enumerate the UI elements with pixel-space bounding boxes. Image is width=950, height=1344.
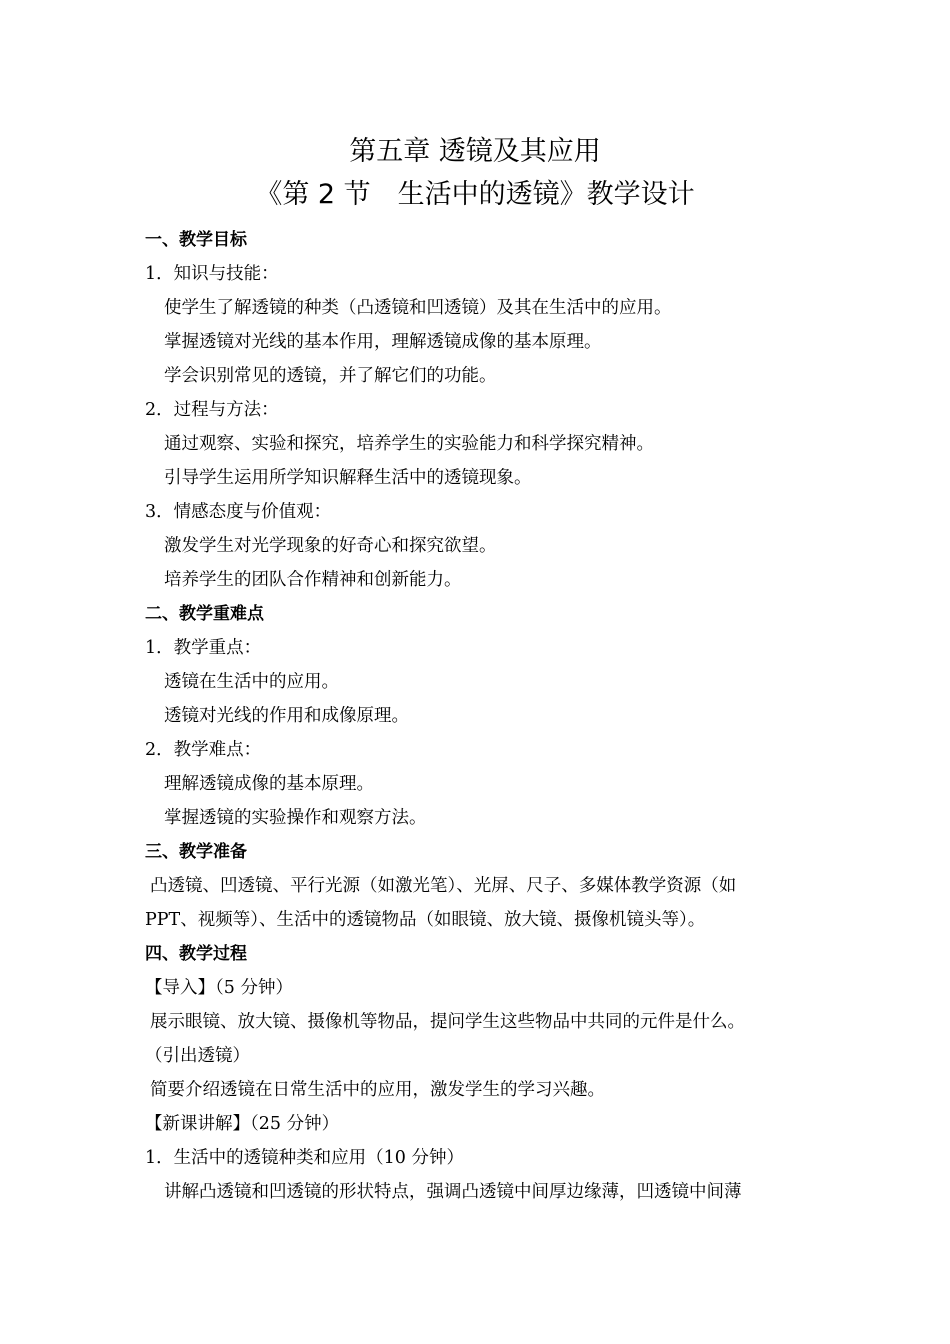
preparation-text-line-1: 凸透镜、凹透镜、平行光源（如激光笔）、光屏、尺子、多媒体教学资源（如 <box>150 876 737 896</box>
intro-label: 【导入】（5 分钟） <box>145 978 293 998</box>
section-heading-objectives: 一、教学目标 <box>145 230 247 250</box>
lesson-title: 《第 2 节 生活中的透镜》教学设计 <box>255 179 695 210</box>
objective-1-item-a: 使学生了解透镜的种类（凸透镜和凹透镜）及其在生活中的应用。 <box>164 298 672 318</box>
new-lesson-part-1-text: 讲解凸透镜和凹透镜的形状特点，强调凸透镜中间厚边缘薄，凹透镜中间薄 <box>164 1182 742 1202</box>
new-lesson-label: 【新课讲解】（25 分钟） <box>145 1114 340 1134</box>
objective-3-label: 3．情感态度与价值观： <box>145 502 332 522</box>
objective-3-item-a: 激发学生对光学现象的好奇心和探究欲望。 <box>164 536 497 556</box>
objective-1-item-b: 掌握透镜对光线的基本作用，理解透镜成像的基本原理。 <box>164 332 602 352</box>
difficult-point-label: 2．教学难点： <box>145 740 262 760</box>
section-heading-process: 四、教学过程 <box>145 944 247 964</box>
section-heading-preparation: 三、教学准备 <box>145 842 247 862</box>
intro-item-a-line-1: 展示眼镜、放大镜、摄像机等物品，提问学生这些物品中共同的元件是什么。 <box>150 1012 745 1032</box>
intro-item-a-line-2: （引出透镜） <box>145 1046 250 1066</box>
section-heading-key-points: 二、教学重难点 <box>145 604 264 624</box>
key-point-item-a: 透镜在生活中的应用。 <box>164 672 339 692</box>
key-point-item-b: 透镜对光线的作用和成像原理。 <box>164 706 409 726</box>
difficult-point-item-b: 掌握透镜的实验操作和观察方法。 <box>164 808 427 828</box>
chapter-title: 第五章 透镜及其应用 <box>349 136 601 167</box>
key-point-label: 1．教学重点： <box>145 638 262 658</box>
new-lesson-part-1-label: 1．生活中的透镜种类和应用（10 分钟） <box>145 1148 464 1168</box>
objective-1-label: 1．知识与技能： <box>145 264 279 284</box>
objective-3-item-b: 培养学生的团队合作精神和创新能力。 <box>164 570 462 590</box>
objective-1-item-c: 学会识别常见的透镜，并了解它们的功能。 <box>164 366 497 386</box>
objective-2-item-b: 引导学生运用所学知识解释生活中的透镜现象。 <box>164 468 532 488</box>
difficult-point-item-a: 理解透镜成像的基本原理。 <box>164 774 374 794</box>
preparation-text-line-2: PPT、视频等）、生活中的透镜物品（如眼镜、放大镜、摄像机镜头等）。 <box>145 910 706 930</box>
objective-2-label: 2．过程与方法： <box>145 400 279 420</box>
intro-item-b: 简要介绍透镜在日常生活中的应用，激发学生的学习兴趣。 <box>150 1080 605 1100</box>
objective-2-item-a: 通过观察、实验和探究，培养学生的实验能力和科学探究精神。 <box>164 434 654 454</box>
